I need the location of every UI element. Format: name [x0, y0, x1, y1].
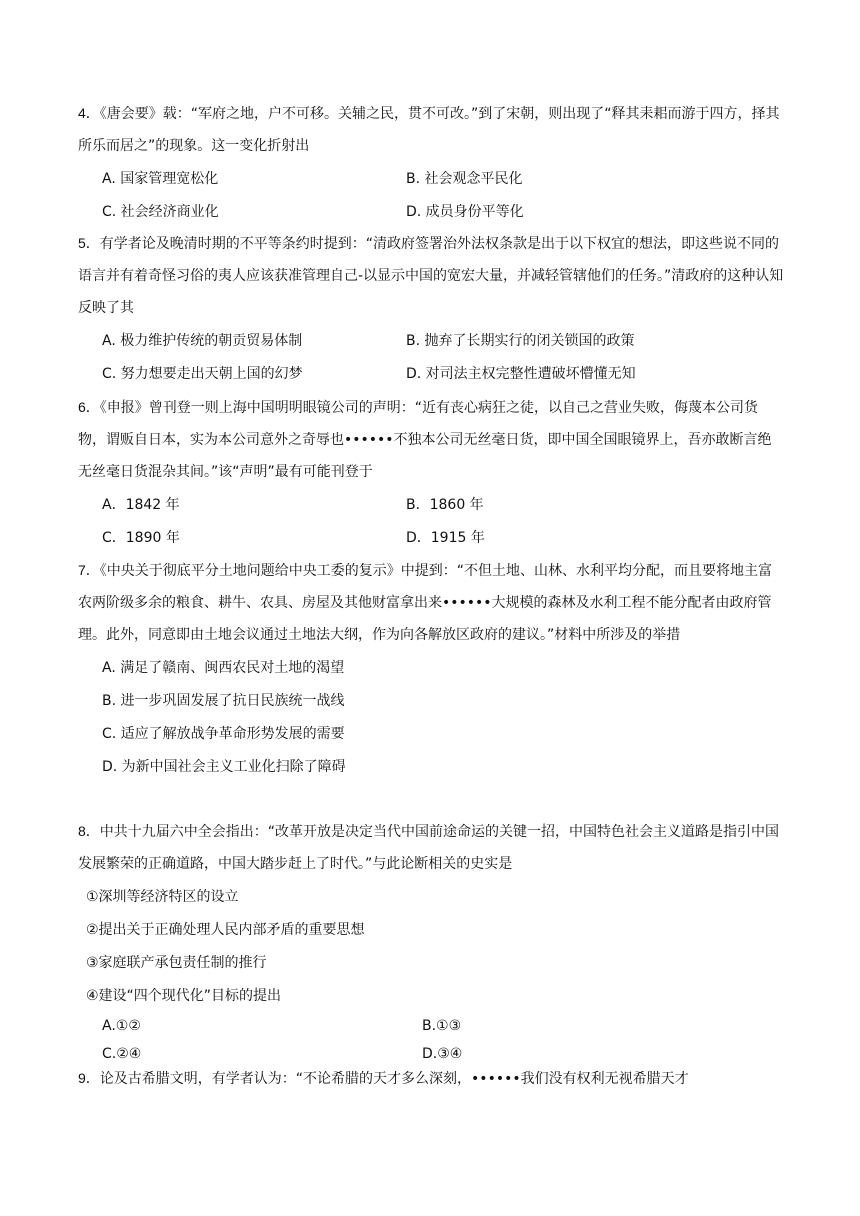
question-text: ．《中央关于彻底平分土地问题给中央工委的复示》中提到：“不但土地、山林、水利平均分配，而且要将地主富农两阶级多余的粮食、耕牛、农具、房屋及其他财富拿出来••••••大规模的森林及水利工程不能分配者由政府管理。此外，同意即由土地会议通过土地法大纲，作为向各解放区政府的建议。”材料中所涉及的举措: [78, 563, 773, 643]
question-number: 9: [78, 1070, 86, 1086]
option-d[interactable]: D. 成员身份平等化: [406, 203, 524, 220]
options: [78, 488, 784, 554]
option-a[interactable]: A. 国家管理宽松化: [102, 170, 219, 187]
question-stem: [78, 815, 784, 880]
option-b[interactable]: B．1860 年: [406, 496, 484, 513]
question-5: [78, 227, 784, 390]
question-number: 8: [78, 823, 86, 839]
statement-3: ③家庭联产承包责任制的推行: [86, 954, 267, 971]
option-a[interactable]: A. 极力维护传统的朝贡贸易体制: [102, 332, 303, 349]
options: [78, 324, 784, 390]
statement-4: ④建设“四个现代化”目标的提出: [86, 987, 282, 1004]
option-a[interactable]: A. 满足了赣南、闽西农民对土地的渴望: [102, 659, 345, 676]
option-c[interactable]: C. 适应了解放战争革命形势发展的需要: [102, 725, 345, 742]
option-c[interactable]: C. 社会经济商业化: [102, 203, 219, 220]
option-b[interactable]: B. 抛弃了长期实行的闭关锁国的政策: [406, 332, 635, 349]
options: [78, 651, 784, 783]
question-7: [78, 554, 784, 783]
option-c[interactable]: C. 努力想要走出天朝上国的幻梦: [102, 365, 303, 382]
option-d[interactable]: D. 对司法主权完整性遭破坏懵懂无知: [406, 365, 636, 382]
option-d[interactable]: D.③④: [422, 1046, 463, 1062]
question-stem: [78, 97, 784, 162]
question-stem: [78, 227, 784, 324]
option-d[interactable]: D．1915 年: [406, 529, 485, 546]
options: [78, 1012, 784, 1068]
options: [78, 162, 784, 228]
question-text: ．论及古希腊文明，有学者认为：“不论希腊的天才多么深刻，••••••我们没有权利无视希腊天才: [85, 1071, 689, 1087]
question-stem: [78, 554, 784, 651]
option-d[interactable]: D. 为新中国社会主义工业化扫除了障碍: [102, 758, 346, 775]
question-number: 6: [78, 399, 86, 415]
question-9: [78, 1062, 784, 1095]
option-b[interactable]: B. 社会观念平民化: [406, 170, 523, 187]
question-number: 7: [78, 562, 86, 578]
question-8: [78, 815, 784, 1068]
statement-2: ②提出关于正确处理人民内部矛盾的重要思想: [86, 921, 365, 938]
option-a[interactable]: A.①②: [102, 1018, 141, 1034]
option-c[interactable]: C.②④: [102, 1046, 142, 1062]
question-number: 5: [78, 235, 86, 251]
statement-1: ①深圳等经济特区的设立: [86, 888, 239, 905]
question-stem: [78, 391, 784, 488]
question-number: 4: [78, 105, 86, 121]
option-a[interactable]: A．1842 年: [102, 496, 180, 513]
question-text: ．《唐会要》载：“军府之地，户不可移。关辅之民，贯不可改。”到了宋朝，则出现了“释其耒耜而游于四方，择其所乐而居之”的现象。这一变化折射出: [78, 106, 780, 154]
question-4: [78, 97, 784, 228]
question-text: ．中共十九届六中全会指出：“改革开放是决定当代中国前途命运的关键一招，中国特色社会主义道路是指引中国发展繁荣的正确道路，中国大踏步赶上了时代。”与此论断相关的史实是: [78, 824, 780, 872]
statement-list: [78, 880, 784, 1012]
question-text: ．《申报》曾刊登一则上海中国明明眼镜公司的声明：“近有丧心病狂之徒，以自己之营业失败，侮蔑本公司货物，谓贩自日本，实为本公司意外之奇辱也••••••不独本公司无丝毫日货，即中国全国眼镜界上，吾亦敢断言绝无丝毫日货混杂其间。”该“声明”最有可能刊登于: [78, 400, 772, 480]
option-b[interactable]: B.①③: [422, 1018, 462, 1034]
question-text: ．有学者论及晚清时期的不平等条约时提到：“清政府签署治外法权条款是出于以下权宜的想法，即这些说不同的语言并有着奇怪习俗的夷人应该获准管理自己-以显示中国的宽宏大量，并减轻管辖他们的任务。”清政府的这种认知反映了其: [78, 236, 784, 316]
question-6: [78, 391, 784, 554]
question-stem: [78, 1062, 784, 1095]
option-c[interactable]: C．1890 年: [102, 529, 180, 546]
option-b[interactable]: B. 进一步巩固发展了抗日民族统一战线: [102, 692, 345, 709]
